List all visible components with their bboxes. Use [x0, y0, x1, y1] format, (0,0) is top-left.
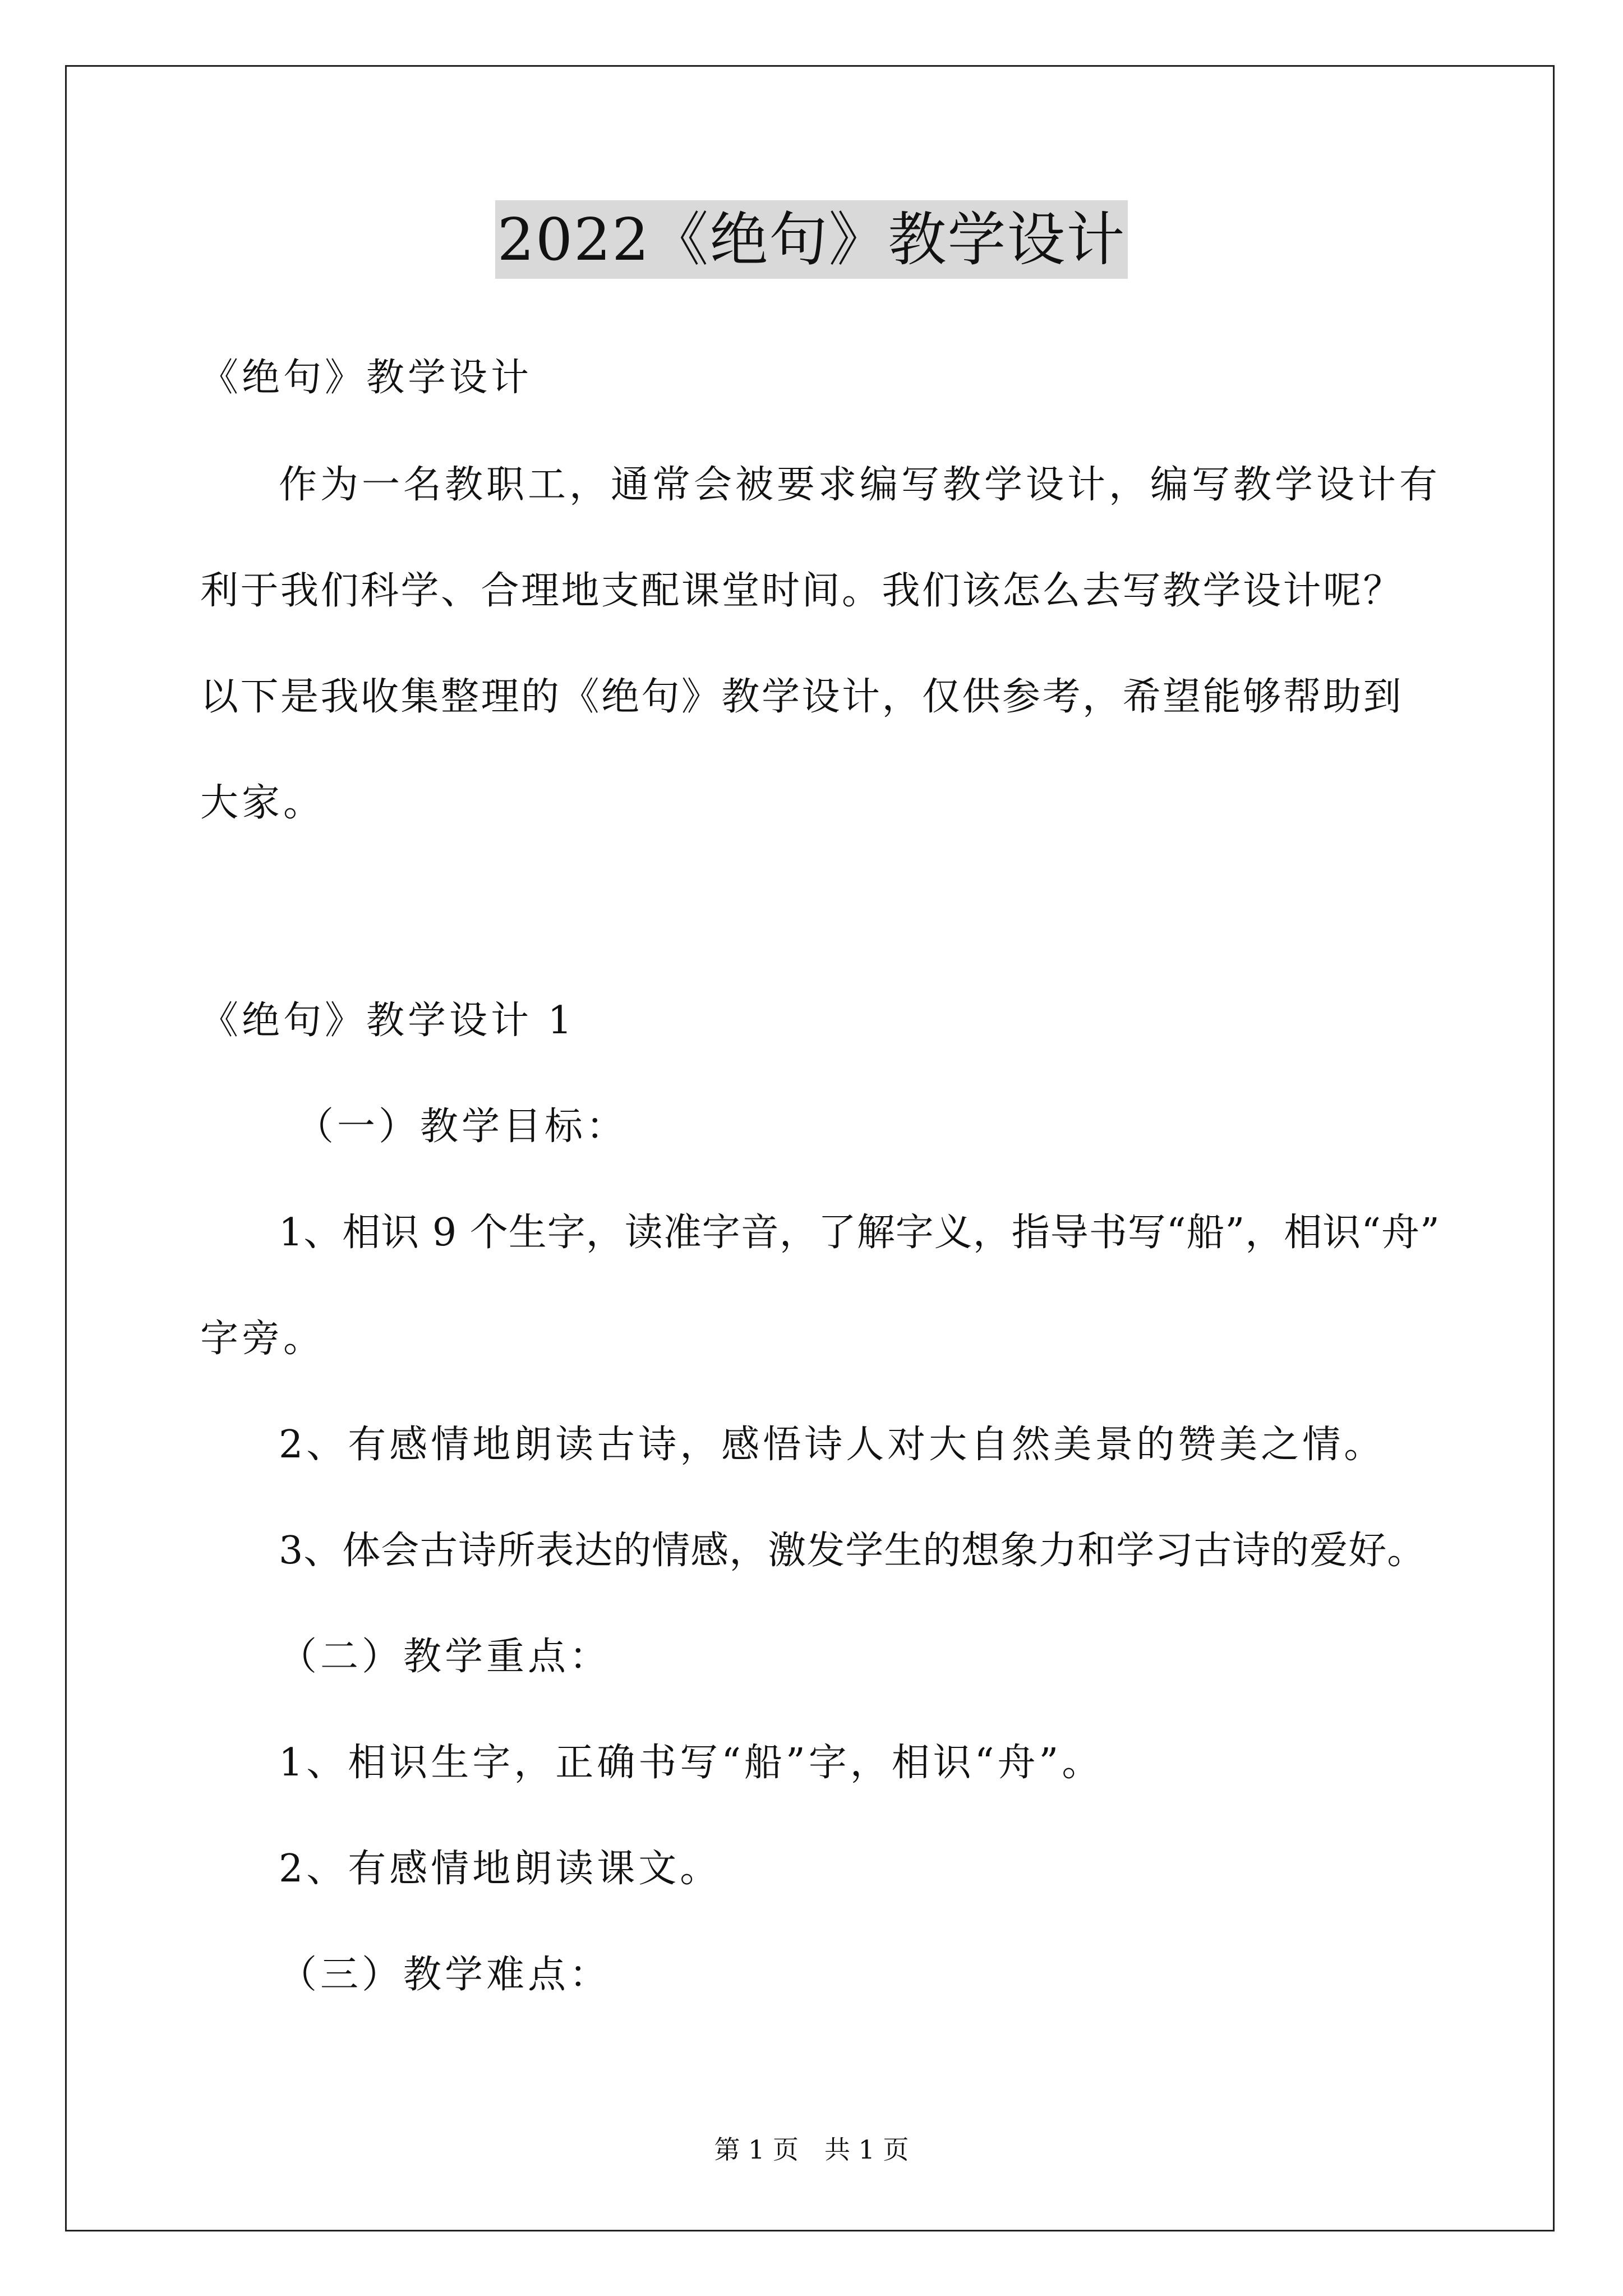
objective-3: 3、体会古诗所表达的情感，激发学生的想象力和学习古诗的爱好。 — [279, 1529, 1426, 1573]
objective-1-line-2: 字旁。 — [200, 1317, 325, 1361]
objective-1-line-1: 1、相识 9 个生字，读准字音，了解字义，指导书写“船”，相识“舟” — [279, 1211, 1440, 1255]
section-heading: 《绝句》教学设计 1 — [200, 999, 575, 1043]
intro-line-4: 大家。 — [200, 781, 325, 825]
intro-line-1: 作为一名教职工，通常会被要求编写教学设计，编写教学设计有 — [279, 463, 1441, 507]
intro-line-2: 利于我们科学、合理地支配课堂时间。我们该怎么去写教学设计呢？ — [200, 569, 1404, 613]
subtitle-line: 《绝句》教学设计 — [200, 356, 533, 400]
subheading-objectives: （一）教学目标： — [296, 1105, 628, 1149]
key-point-1: 1、相识生字，正确书写“船”字，相识“舟”。 — [279, 1741, 1104, 1785]
page-number: 第 1 页 共 1 页 — [714, 2134, 909, 2165]
key-point-2: 2、有感情地朗读课文。 — [279, 1847, 722, 1891]
subheading-difficulties: （三）教学难点： — [279, 1953, 611, 1997]
intro-line-3: 以下是我收集整理的《绝句》教学设计，仅供参考，希望能够帮助到 — [200, 675, 1404, 719]
document-title: 2022《绝句》教学设计 — [495, 200, 1128, 279]
objective-2: 2、有感情地朗读古诗，感悟诗人对大自然美景的赞美之情。 — [279, 1423, 1386, 1467]
subheading-key-points: （二）教学重点： — [279, 1635, 611, 1679]
title-container — [0, 200, 1623, 279]
